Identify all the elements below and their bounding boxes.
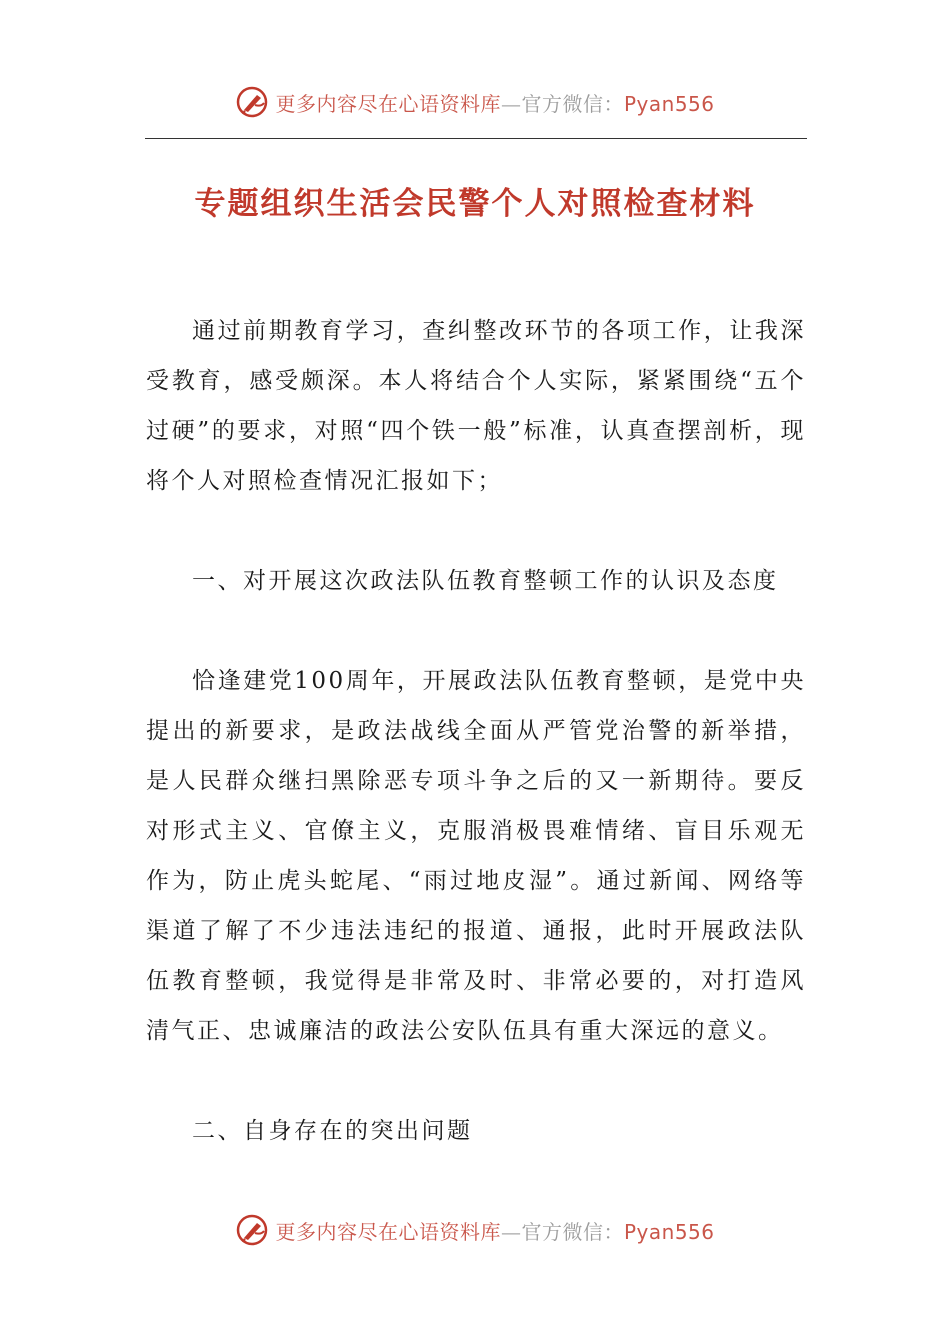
section-1-body: 恰逢建党100周年，开展政法队伍教育整顿，是党中央提出的新要求，是政法战线全面从严管党治警的新举措，是人民群众继扫黑除恶专项斗争之后的又一新期待。要反对形式主义、官僚主义，克服消极畏难情绪、盲目乐观无作为，防止虎头蛇尾、“雨过地皮湿”。通过新闻、网络等渠道了解了不少违法违纪的报道、通报，此时开展政法队伍教育整顿，我觉得是非常及时、非常必要的，对打造风清气正、忠诚廉洁的政法公安队伍具有重大深远的意义。 bbox=[146, 668, 806, 1044]
header-watermark-banner bbox=[0, 80, 950, 124]
banner-separator: — bbox=[500, 1219, 522, 1244]
pen-logo-icon bbox=[235, 1213, 269, 1247]
section-1-heading: 一、对开展这次政法队伍教育整顿工作的认识及态度 bbox=[192, 568, 779, 594]
banner-separator: — bbox=[500, 91, 522, 116]
intro-paragraph: 通过前期教育学习，查纠整改环节的各项工作，让我深受教育，感受颇深。本人将结合个人实际，紧紧围绕“五个过硬”的要求，对照“四个铁一般”标准，认真查摆剖析，现将个人对照检查情况汇报如下； bbox=[146, 318, 806, 494]
banner-text bbox=[275, 1216, 714, 1245]
document-body bbox=[146, 306, 806, 1156]
banner-wechat-handle: Pyan556 bbox=[623, 1219, 715, 1244]
paragraph-spacer bbox=[146, 606, 806, 656]
document-title: 专题组织生活会民警个人对照检查材料 bbox=[194, 186, 756, 222]
paragraph-spacer bbox=[146, 1056, 806, 1106]
banner-wechat-label: 官方微信： bbox=[521, 91, 624, 116]
footer-watermark-banner bbox=[0, 1208, 950, 1252]
pen-logo-icon bbox=[235, 85, 269, 119]
header-divider bbox=[145, 138, 807, 139]
section-2-heading: 二、自身存在的突出问题 bbox=[192, 1118, 473, 1144]
banner-site-name: 更多内容尽在心语资料库 bbox=[275, 91, 501, 116]
banner-text bbox=[275, 88, 714, 117]
banner-wechat-handle: Pyan556 bbox=[623, 91, 715, 116]
paragraph-spacer bbox=[146, 506, 806, 556]
banner-wechat-label: 官方微信： bbox=[521, 1219, 624, 1244]
banner-site-name: 更多内容尽在心语资料库 bbox=[275, 1219, 501, 1244]
